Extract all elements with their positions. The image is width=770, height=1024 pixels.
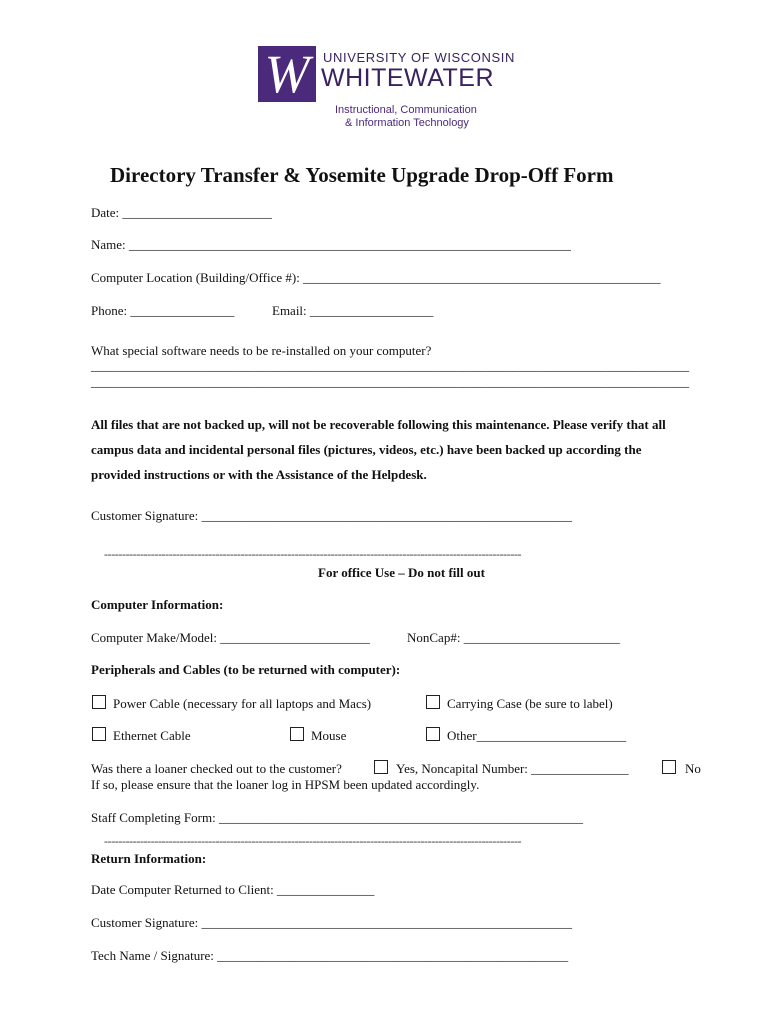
- loaner-yes-checkbox[interactable]: [374, 760, 388, 774]
- carrying-case-label: Carrying Case (be sure to label): [447, 696, 613, 711]
- divider-bottom: --------------------------------------------------------------------------------------------------------------------: [104, 834, 522, 848]
- noncap-field[interactable]: NonCap#: ________________________: [407, 630, 620, 645]
- power-cable-checkbox[interactable]: [92, 695, 106, 709]
- staff-completing-field[interactable]: Staff Completing Form: ________________________________________________________: [91, 810, 583, 825]
- date-returned-field[interactable]: Date Computer Returned to Client: _______________: [91, 882, 375, 897]
- logo-university-text: UNIVERSITY OF WISCONSIN: [323, 50, 515, 65]
- special-software-line-2[interactable]: _______________________________________________________________________________________________: [91, 375, 690, 389]
- other-field[interactable]: Other_______________________: [447, 728, 627, 743]
- special-software-line-1[interactable]: _______________________________________________________________________________________________: [91, 359, 690, 373]
- return-customer-signature-field[interactable]: Customer Signature: _________________________________________________________: [91, 915, 572, 930]
- warning-line-2: campus data and incidental personal files (pictures, videos, etc.) have been backed up according the: [91, 442, 642, 457]
- return-info-heading: Return Information:: [91, 851, 207, 866]
- tech-signature-field[interactable]: Tech Name / Signature: ______________________________________________________: [91, 948, 569, 963]
- computer-info-heading: Computer Information:: [91, 597, 224, 612]
- logo-letter: W: [264, 44, 310, 104]
- logo-department-line2: & Information Technology: [345, 117, 469, 129]
- ethernet-cable-checkbox[interactable]: [92, 727, 106, 741]
- loaner-note: If so, please ensure that the loaner log in HPSM been updated accordingly.: [91, 777, 480, 792]
- logo-mark: [258, 46, 316, 102]
- office-use-heading: For office Use – Do not fill out: [318, 565, 485, 580]
- name-field[interactable]: Name: ____________________________________________________________________: [91, 237, 571, 252]
- loaner-no-label: No: [685, 761, 701, 776]
- phone-field[interactable]: Phone: ________________: [91, 303, 235, 318]
- logo-campus-text: WHITEWATER: [321, 64, 495, 92]
- computer-location-field[interactable]: Computer Location (Building/Office #): _______________________________________________________: [91, 270, 661, 285]
- mouse-label: Mouse: [311, 728, 347, 743]
- special-software-question: What special software needs to be re-installed on your computer?: [91, 343, 432, 358]
- peripherals-heading: Peripherals and Cables (to be returned with computer):: [91, 662, 401, 677]
- customer-signature-field[interactable]: Customer Signature: _________________________________________________________: [91, 508, 572, 523]
- date-field[interactable]: Date: _______________________: [91, 205, 272, 220]
- warning-line-3: provided instructions or with the Assistance of the Helpdesk.: [91, 467, 427, 482]
- loaner-yes-field[interactable]: Yes, Noncapital Number: _______________: [396, 761, 629, 776]
- other-checkbox[interactable]: [426, 727, 440, 741]
- page-title: Directory Transfer & Yosemite Upgrade Drop-Off Form: [110, 163, 614, 187]
- power-cable-label: Power Cable (necessary for all laptops and Macs): [113, 696, 372, 711]
- mouse-checkbox[interactable]: [290, 727, 304, 741]
- carrying-case-checkbox[interactable]: [426, 695, 440, 709]
- logo-department-line1: Instructional, Communication: [335, 104, 477, 116]
- ethernet-cable-label: Ethernet Cable: [113, 728, 191, 743]
- email-field[interactable]: Email: ___________________: [272, 303, 434, 318]
- loaner-no-checkbox[interactable]: [662, 760, 676, 774]
- make-model-field[interactable]: Computer Make/Model: _______________________: [91, 630, 370, 645]
- divider-top: --------------------------------------------------------------------------------------------------------------------: [104, 547, 522, 561]
- warning-line-1: All files that are not backed up, will not be recoverable following this maintenance. Please verify that all: [91, 417, 666, 432]
- loaner-question: Was there a loaner checked out to the customer?: [91, 761, 342, 776]
